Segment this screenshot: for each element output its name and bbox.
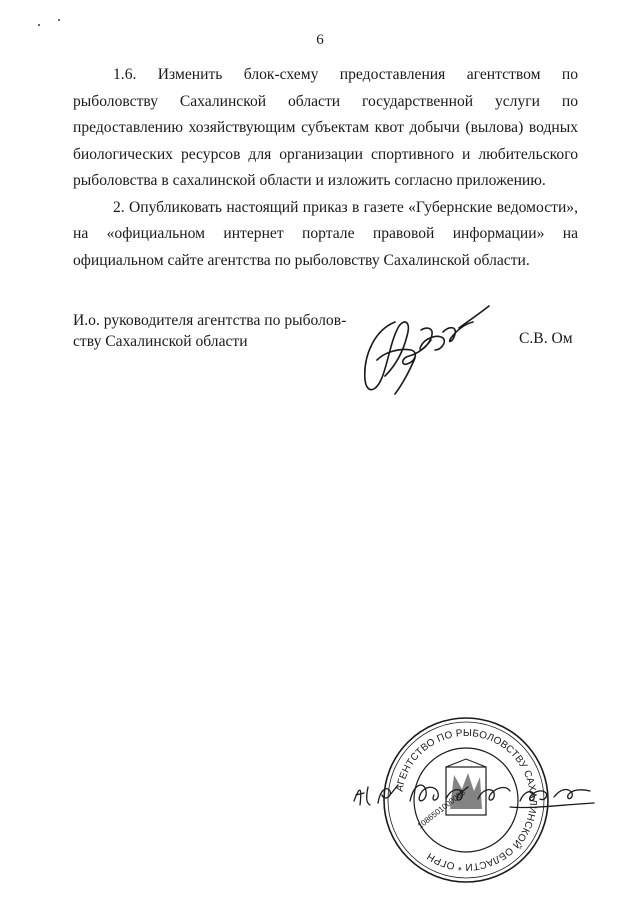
- seal-ogrn-number: 1086501000088: [415, 787, 467, 831]
- certification-stamp: [350, 705, 610, 895]
- body-text: [73, 62, 578, 274]
- paragraph-2: 2. Опубликовать настоящий приказ в газете «Губернские ведомости», на «официальном интернет портале правовой информации» на официальном сайте агентства по рыболовству Сахалинской области.: [73, 198, 578, 269]
- page-number: 6: [316, 32, 324, 48]
- seal-ring-text: АГЕНТСТВО ПО РЫБОЛОВСТВУ САХАЛИНСКОЙ ОБЛАСТИ * ОГРН: [394, 727, 539, 873]
- scan-speck: [38, 24, 40, 26]
- handwritten-signature: [355, 300, 495, 400]
- signer-title-line: ству Сахалинской области: [73, 333, 248, 350]
- paragraph-1-6: 1.6. Изменить блок-схему предоставления агентством по рыболовству Сахалинской области государственной услуги по предоставлению хозяйствующим субъектам квот добычи (вылова) водных биологических ресурсов для организации спортивного и любительского рыболовства в сахалинской области и изложить согласно приложению.: [73, 66, 578, 189]
- signer-title: [73, 310, 353, 352]
- signer-title-line: И.о. руководителя агентства по рыболов-: [73, 312, 347, 329]
- scan-speck: [58, 19, 60, 21]
- signer-name: С.В. Ом: [519, 330, 573, 347]
- seal-graphic: [350, 705, 610, 895]
- coat-of-arms-icon: [446, 759, 486, 815]
